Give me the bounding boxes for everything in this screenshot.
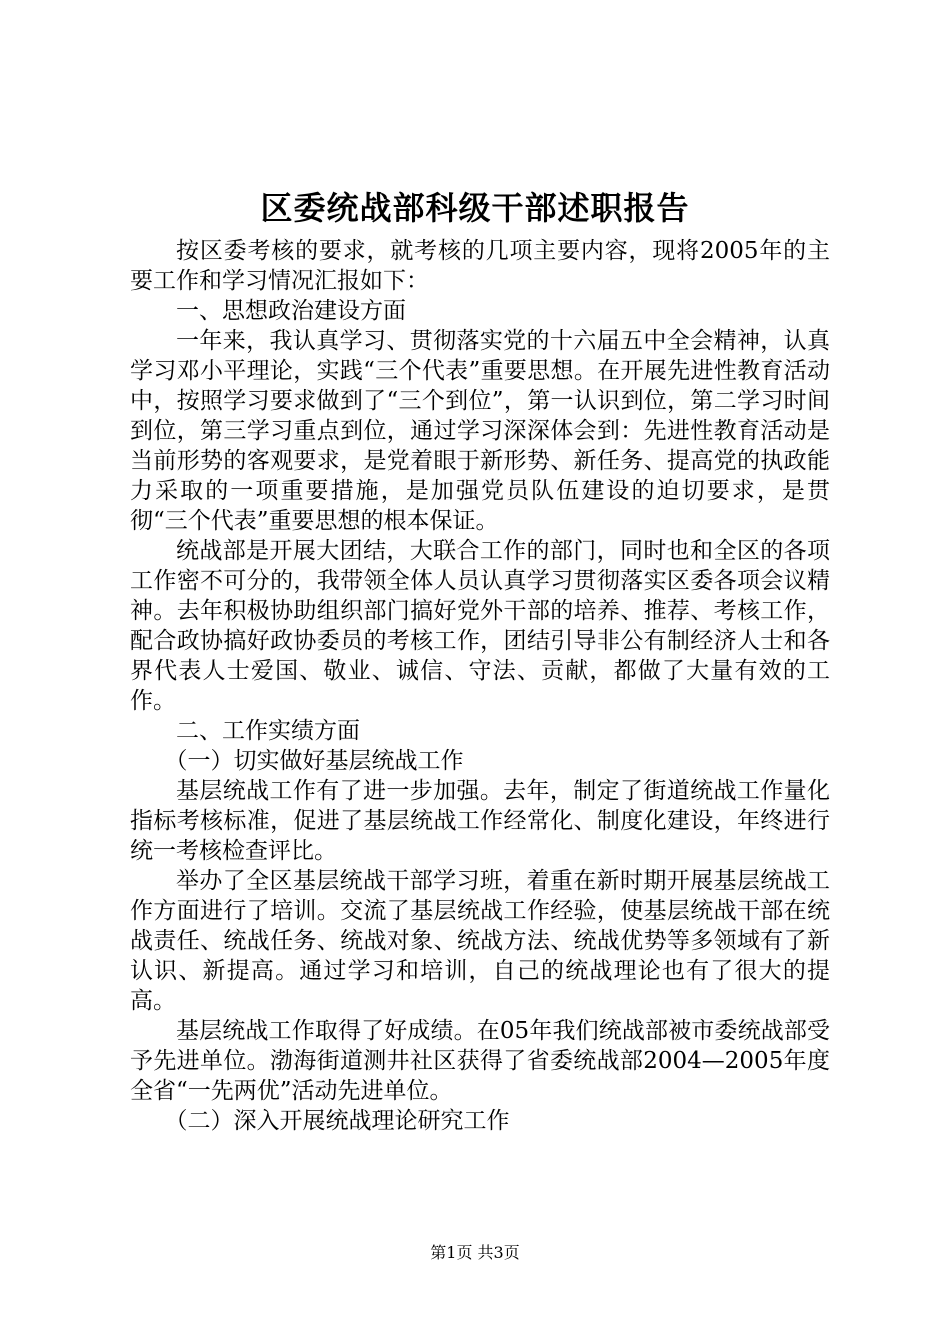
document-body [130, 236, 830, 1136]
paragraph-intro: 按区委考核的要求，就考核的几项主要内容，现将2005年的主要工作和学习情况汇报如下： [130, 238, 830, 294]
section-heading-2: 二、工作实绩方面 [176, 718, 360, 744]
paragraph-achievements: 基层统战工作取得了好成绩。在05年我们统战部被市委统战部受予先进单位。渤海街道测井社区获得了省委统战部2004—2005年度全省“一先两优”活动先进单位。 [130, 1018, 830, 1104]
page-number-footer: 第1页 共3页 [430, 1243, 520, 1262]
paragraph-political-study: 一年来，我认真学习、贯彻落实党的十六届五中全会精神，认真学习邓小平理论，实践“三个代表”重要思想。在开展先进性教育活动中，按照学习要求做到了“三个到位”，第一认识到位，第二学习时间到位，第三学习重点到位，通过学习深深体会到：先进性教育活动是当前形势的客观要求，是党着眼于新形势、新任务、提高党的执政能力采取的一项重要措施，是加强党员队伍建设的迫切要求，是贯彻“三个代表”重要思想的根本保证。 [130, 328, 830, 534]
subsection-heading-2: （二）深入开展统战理论研究工作 [164, 1108, 510, 1134]
section-heading-1: 一、思想政治建设方面 [176, 298, 406, 324]
document-title: 区委统战部科级干部述职报告 [260, 189, 690, 227]
paragraph-grassroots-work: 基层统战工作有了进一步加强。去年，制定了街道统战工作量化指标考核标准，促进了基层统战工作经常化、制度化建设，年终进行统一考核检查评比。 [130, 778, 830, 864]
paragraph-training-class: 举办了全区基层统战干部学习班，着重在新时期开展基层统战工作方面进行了培训。交流了基层统战工作经验，使基层统战干部在统战责任、统战任务、统战对象、统战方法、统战优势等多领域有了新认识、新提高。通过学习和培训，自己的统战理论也有了很大的提高。 [130, 868, 830, 1014]
paragraph-united-front-role: 统战部是开展大团结，大联合工作的部门，同时也和全区的各项工作密不可分的，我带领全体人员认真学习贯彻落实区委各项会议精神。去年积极协助组织部门搞好党外干部的培养、推荐、考核工作，配合政协搞好政协委员的考核工作，团结引导非公有制经济人士和各界代表人士爱国、敬业、诚信、守法、贡献，都做了大量有效的工作。 [130, 538, 830, 714]
subsection-heading-1: （一）切实做好基层统战工作 [164, 748, 464, 774]
